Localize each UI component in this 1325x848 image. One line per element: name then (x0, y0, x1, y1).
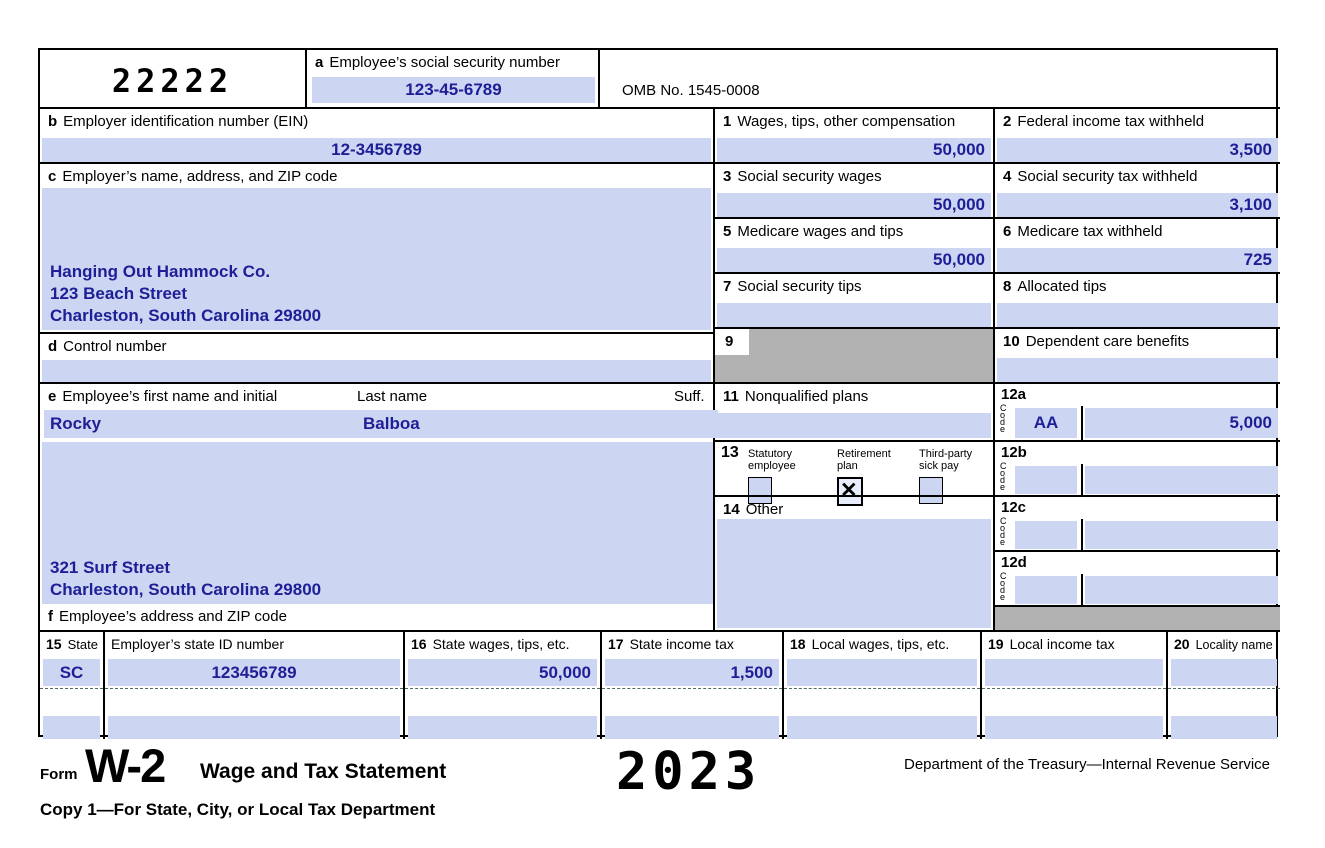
box-12d-amount-field[interactable] (1085, 576, 1278, 604)
shaded-strip (995, 605, 1280, 630)
box-18-label: 18 Local wages, tips, etc. (790, 636, 950, 652)
box-5-label: 5 Medicare wages and tips (723, 223, 904, 240)
box-10-label: 10 Dependent care benefits (1003, 333, 1190, 350)
box-8 (995, 272, 1280, 327)
box-d (40, 332, 715, 382)
local-tax-row1-field[interactable] (985, 659, 1163, 686)
box-12b (995, 440, 1280, 495)
box-14-field[interactable] (717, 519, 991, 628)
state-wages-row2-field[interactable] (408, 716, 597, 739)
local-wages-row2-field[interactable] (787, 716, 977, 739)
form-word: Form (40, 766, 78, 783)
box-12d-divider (1081, 574, 1083, 606)
state-tax-row1-field[interactable]: 1,500 (605, 659, 779, 686)
ssn-field[interactable]: 123-45-6789 (312, 77, 595, 103)
w2-form (38, 48, 1278, 737)
box-12a-divider (1081, 406, 1083, 440)
state-row2-field[interactable] (43, 716, 100, 739)
local-wages-row1-field[interactable] (787, 659, 977, 686)
state-wages-row1-field[interactable]: 50,000 (408, 659, 597, 686)
box-15-label: 15 State (46, 636, 98, 652)
col-16-state-wages (405, 630, 602, 739)
box-9 (715, 327, 995, 382)
box-6-label: 6 Medicare tax withheld (1003, 223, 1163, 240)
box-12c-label: 12c (1001, 499, 1027, 516)
form-number: W-2 (85, 739, 165, 792)
omb-number: OMB No. 1545-0008 (622, 82, 760, 99)
box-12a (995, 382, 1280, 440)
box-12c-amount-field[interactable] (1085, 521, 1278, 549)
box-8-field[interactable] (997, 303, 1278, 327)
first-name-field[interactable]: Rocky (44, 410, 357, 438)
box-5-field[interactable]: 50,000 (717, 248, 991, 272)
last-name-field[interactable]: Balboa (357, 410, 672, 438)
local-tax-row2-field[interactable] (985, 716, 1163, 739)
box-4 (995, 162, 1280, 217)
statutory-employee-option: Statutory employee (748, 448, 834, 504)
row-divider (105, 688, 403, 689)
locality-row2-field[interactable] (1171, 716, 1277, 739)
box-12a-code-caption: Code (1000, 403, 1007, 434)
state-row1-field[interactable]: SC (43, 659, 100, 686)
box-1 (715, 107, 995, 162)
box-2 (995, 107, 1280, 162)
employer-address-field[interactable] (42, 188, 711, 330)
employee-address-field[interactable] (42, 442, 713, 604)
suffix-label: Suff. (674, 388, 705, 405)
box-12d-code-caption: Code (1000, 571, 1007, 602)
box-c-label: c Employer’s name, address, and ZIP code (48, 168, 338, 185)
row-divider (982, 688, 1166, 689)
row-divider (40, 688, 103, 689)
department-line: Department of the Treasury—Internal Revenue Service (903, 756, 1270, 773)
col-17-state-tax (602, 630, 784, 739)
col-15-state (40, 630, 105, 739)
box-e (40, 382, 715, 630)
box-1-label: 1 Wages, tips, other compensation (723, 113, 956, 130)
box-12c (995, 495, 1280, 550)
row-divider (1168, 688, 1280, 689)
box-20-label: 20 Locality name (1174, 636, 1273, 652)
box-7-field[interactable] (717, 303, 991, 327)
form-title: Wage and Tax Statement (200, 760, 447, 783)
box-9-label: 9 (715, 329, 749, 355)
tax-year: 2023 (616, 742, 762, 802)
ein-field[interactable]: 12-3456789 (42, 138, 711, 162)
col-19-local-tax (982, 630, 1168, 739)
box-12a-amount-field[interactable]: 5,000 (1085, 408, 1278, 438)
retirement-plan-option: Retirement plan ✕ (837, 448, 923, 506)
box-11-label: 11 Nonqualified plans (723, 388, 869, 405)
box-a-label: a Employee’s social security number (315, 54, 560, 71)
box-b-label: b Employer identification number (EIN) (48, 113, 309, 130)
col-state-id (105, 630, 405, 739)
box-12b-code-caption: Code (1000, 461, 1007, 492)
box-16-label: 16 State wages, tips, etc. (411, 636, 570, 652)
box-11-field[interactable] (717, 413, 991, 438)
row-divider (602, 688, 782, 689)
box-d-label: d Control number (48, 338, 167, 355)
state-id-label: Employer’s state ID number (111, 636, 284, 652)
suffix-field[interactable] (672, 410, 718, 438)
box-10 (995, 327, 1280, 382)
box-e-label: e Employee’s first name and initial (48, 388, 278, 405)
box-f-label: f Employee’s address and ZIP code (48, 608, 287, 625)
box-a (307, 50, 600, 107)
box-12b-label: 12b (1001, 444, 1027, 461)
box-6-field[interactable]: 725 (997, 248, 1278, 272)
box-4-label: 4 Social security tax withheld (1003, 168, 1198, 185)
box-3-field[interactable]: 50,000 (717, 193, 991, 217)
box-12c-code-field[interactable] (1015, 521, 1077, 549)
box-4-field[interactable]: 3,100 (997, 193, 1278, 217)
box-b (40, 107, 715, 162)
box-c (40, 162, 715, 332)
box-13 (715, 440, 995, 495)
control-number-field[interactable] (42, 360, 711, 382)
box-19-label: 19 Local income tax (988, 636, 1115, 652)
box-7 (715, 272, 995, 327)
box-2-field[interactable]: 3,500 (997, 138, 1278, 162)
box-12b-divider (1081, 464, 1083, 496)
box-12d-code-field[interactable] (1015, 576, 1077, 604)
control-code-box (40, 50, 307, 107)
box-6 (995, 217, 1280, 272)
box-13-label: 13 (721, 444, 739, 461)
copy-line: Copy 1—For State, City, or Local Tax Department (40, 800, 436, 819)
box-5 (715, 217, 995, 272)
box-12b-code-field[interactable] (1015, 466, 1077, 494)
box-12a-code-field[interactable]: AA (1015, 408, 1077, 438)
control-code: 22222 (111, 62, 234, 100)
box-8-label: 8 Allocated tips (1003, 278, 1107, 295)
box-12c-divider (1081, 519, 1083, 551)
box-12d (995, 550, 1280, 605)
box-14-label: 14 Other (723, 501, 784, 518)
box-12a-label: 12a (1001, 386, 1027, 403)
row-divider (784, 688, 980, 689)
col-20-locality (1168, 630, 1280, 739)
box-12c-code-caption: Code (1000, 516, 1007, 547)
box-17-label: 17 State income tax (608, 636, 734, 652)
box-14 (715, 495, 995, 630)
employee-address-text: 321 Surf Street Charleston, South Carolina 29800 (50, 558, 322, 599)
box-11 (715, 382, 995, 440)
omb-cell (600, 50, 1280, 107)
row-divider (405, 688, 600, 689)
box-12d-label: 12d (1001, 554, 1027, 571)
box-10-field[interactable] (997, 358, 1278, 382)
col-18-local-wages (784, 630, 982, 739)
box-7-label: 7 Social security tips (723, 278, 862, 295)
last-name-label: Last name (357, 388, 428, 405)
locality-row1-field[interactable] (1171, 659, 1277, 686)
box-3 (715, 162, 995, 217)
box-3-label: 3 Social security wages (723, 168, 882, 185)
employer-address-text: Hanging Out Hammock Co. 123 Beach Street Charleston, South Carolina 29800 (50, 262, 322, 325)
third-party-sick-pay-option: Third-party sick pay (919, 448, 1005, 504)
box-1-field[interactable]: 50,000 (717, 138, 991, 162)
box-2-label: 2 Federal income tax withheld (1003, 113, 1205, 130)
box-12b-amount-field[interactable] (1085, 466, 1278, 494)
state-id-row1-field[interactable]: 123456789 (108, 659, 400, 686)
state-tax-row2-field[interactable] (605, 716, 779, 739)
state-id-row2-field[interactable] (108, 716, 400, 739)
